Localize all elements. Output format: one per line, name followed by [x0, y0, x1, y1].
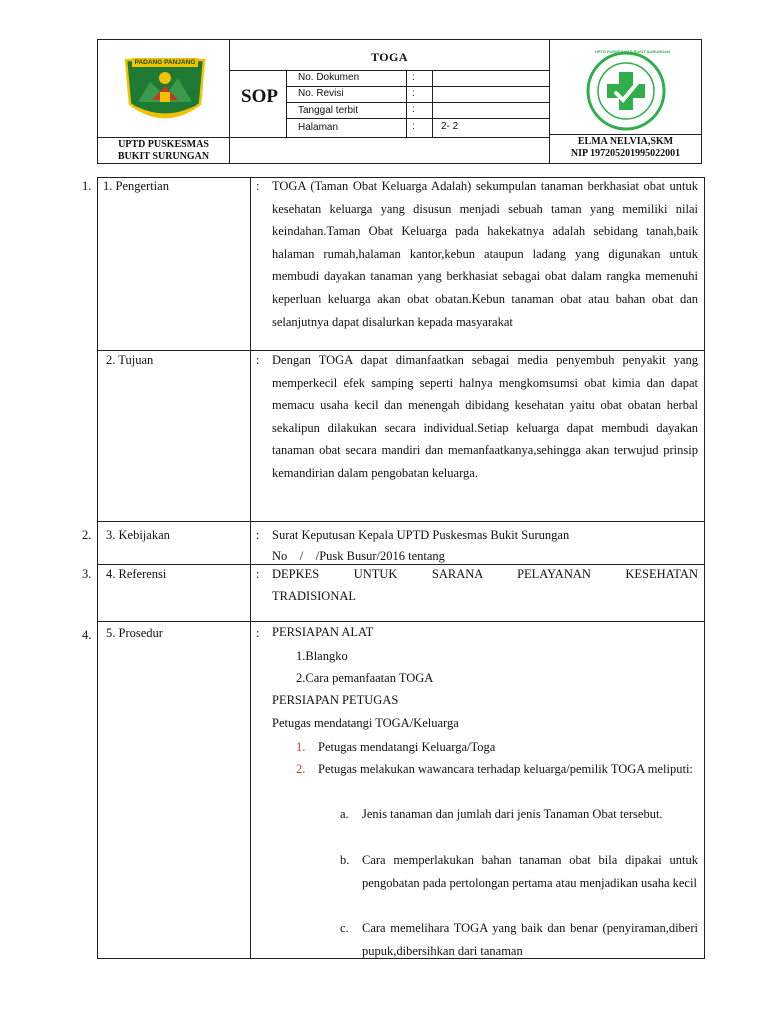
field-colon: : [412, 88, 415, 99]
step-number: 2. [296, 762, 306, 776]
label-tujuan: 2. Tujuan [106, 353, 154, 367]
puskesmas-seal [585, 49, 670, 132]
signer-block [549, 136, 702, 160]
field-colon: : [412, 104, 415, 115]
field-colon: : [412, 72, 415, 83]
sub-item-number: a. [340, 807, 349, 821]
step-text: Petugas mendatangi Keluarga/Toga [318, 740, 496, 754]
unit-line-2: BUKIT SURUNGAN [117, 151, 210, 162]
step-number: 1. [296, 740, 306, 754]
label-colon: : [256, 567, 260, 581]
section-number: 2. [82, 528, 92, 542]
text-pengertian: TOGA (Taman Obat Keluarga Adalah) sekumpulan tanaman berkhasiat obat untuk kesehatan keluarga yang disusun menjadi sebuah taman yang memiliki nilai keindahan.Taman Obat Keluarga pada hakekatnya adalah sebidang tanah,baik halaman rumah,halaman kantor,kebun ataupun ladang yang digunakan untuk membudi dayakan tanaman yang berkhasiat sebagai obat dalam rangka memenuhi keperluan keluarga akan obat obatan.Kebun tanaman obat atau bahan obat dan selanjutnya dapat disalurkan kepada masyarakat [272, 179, 698, 329]
field-label-no-revisi: No. Revisi [298, 88, 344, 99]
section-number: 1. [82, 179, 92, 193]
alat-item: 2.Cara pemanfaatan TOGA [296, 671, 434, 685]
sub-item-text: Cara memelihara TOGA yang baik dan benar (penyiraman,diberi pupuk,dibersihkan dari tanaman [362, 921, 698, 958]
heading-persiapan-petugas: PERSIAPAN PETUGAS [272, 693, 399, 707]
text-tujuan: Dengan TOGA dapat dimanfaatkan sebagai media penyembuh penyakit yang memperkecil efek samping seperti halnya mengkomsumsi obat kimia dan dapat memacu usaha kecil dan menengah dibidang kesehatan yaitu obat obatan herbal sekalipun dilakukan secara individual.Setiap keluarga dapat membudi dayakan tanaman obat secara mandiri dan memanfaatkanya,sehingga akan terwujud prinsip kemandirian dalam pengobatan keluarga. [272, 353, 698, 480]
section-number: 3. [82, 567, 92, 581]
step-text: Petugas melakukan wawancara terhadap keluarga/pemilik TOGA meliputi: [318, 762, 693, 776]
sub-item-text: Jenis tanaman dan jumlah dari jenis Tanaman Obat tersebut. [362, 807, 663, 821]
label-colon: : [256, 179, 260, 193]
seal-text: UPTD PUSKESMAS BUKIT SURUNGAN [595, 49, 670, 54]
logo-text: PADANG PANJANG [134, 59, 196, 66]
text-kebijakan-2: No / /Pusk Busur/2016 tentang [272, 549, 445, 563]
field-label-no-dokumen: No. Dokumen [298, 72, 360, 83]
document-title: TOGA [370, 50, 409, 64]
field-colon: : [412, 121, 415, 132]
text-kebijakan-1: Surat Keputusan Kepala UPTD Puskesmas Bukit Surungan [272, 528, 570, 542]
text-referensi-1: DEPKES UNTUK SARANA PELAYANAN KESEHATAN [272, 567, 698, 581]
label-colon: : [256, 528, 260, 542]
label-referensi: 4. Referensi [106, 567, 167, 581]
field-label-tanggal-terbit: Tanggal terbit [298, 105, 359, 116]
text-referensi-2: TRADISIONAL [272, 589, 357, 603]
sub-item-number: b. [340, 853, 350, 867]
signer-name: ELMA NELVIA,SKM [577, 136, 674, 147]
section-number: 4. [82, 628, 92, 642]
heading-persiapan-alat: PERSIAPAN ALAT [272, 625, 374, 639]
sop-label: SOP [241, 86, 278, 107]
label-colon: : [256, 353, 260, 367]
petugas-intro: Petugas mendatangi TOGA/Keluarga [272, 716, 459, 730]
label-pengertian: 1. Pengertian [103, 179, 169, 193]
padang-panjang-logo [118, 52, 212, 130]
signer-nip: NIP 197205201995022001 [570, 148, 681, 159]
field-value-halaman: 2- 2 [441, 121, 459, 132]
alat-item: 1.Blangko [296, 649, 348, 663]
sub-item-number: c. [340, 921, 349, 935]
sub-item-text: Cara memperlakukan bahan tanaman obat bila dipakai untuk pengobatan pada pertolongan pertama atau menjadikan usaha kecil [362, 853, 698, 890]
label-kebijakan: 3. Kebijakan [106, 528, 170, 542]
label-colon: : [256, 626, 260, 640]
field-label-halaman: Halaman [298, 122, 339, 133]
unit-name [97, 139, 230, 163]
label-prosedur: 5. Prosedur [106, 626, 163, 640]
unit-line-1: UPTD PUSKESMAS [118, 139, 209, 150]
